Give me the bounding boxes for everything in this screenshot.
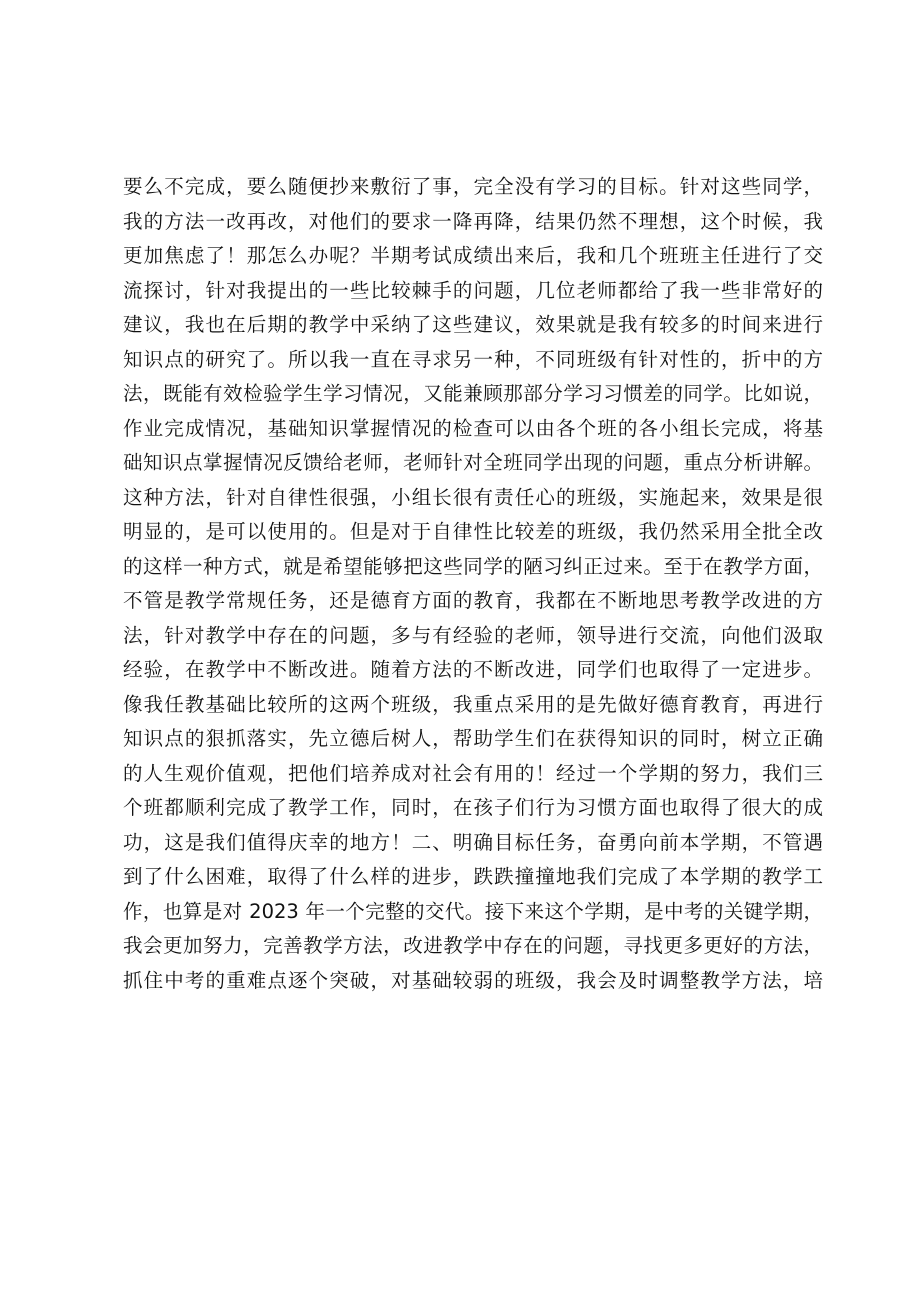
text-line: 经验，在教学中不断改进。随着方法的不断改进，同学们也取得了一定进步。 — [123, 658, 823, 681]
text-line: 建议，我也在后期的教学中采纳了这些建议，效果就是我有较多的时间来进行 — [123, 313, 823, 336]
text-line: 作业完成情况，基础知识掌握情况的检查可以由各个班的各小组长完成，将基 — [123, 416, 823, 440]
text-line: 到了什么困难，取得了什么样的进步，跌跌撞撞地我们完成了本学期的教学工 — [123, 865, 823, 888]
text-line: 明显的，是可以使用的。但是对于自律性比较差的班级，我仍然采用全批全改 — [123, 520, 823, 543]
text-line: 这种方法，针对自律性很强，小组长很有责任心的班级，实施起来，效果是很 — [123, 485, 823, 509]
text-line: 知识点的研究了。所以我一直在寻求另一种，不同班级有针对性的，折中的方 — [123, 347, 823, 371]
text-line: 法，既能有效检验学生学习情况，又能兼顾那部分学习习惯差的同学。比如说， — [123, 382, 823, 405]
text-line: 的这样一种方式，就是希望能够把这些同学的陋习纠正过来。至于在教学方面， — [123, 554, 823, 578]
text-line: 作，也算是对 2023 年一个完整的交代。接下来这个学期，是中考的关键学期， — [123, 899, 823, 923]
text-line: 个班都顺利完成了教学工作，同时，在孩子们行为习惯方面也取得了很大的成 — [123, 796, 823, 819]
text-line: 法，针对教学中存在的问题，多与有经验的老师，领导进行交流，向他们汲取 — [123, 623, 823, 647]
text-line: 不管是教学常规任务，还是德育方面的教育，我都在不断地思考教学改进的方 — [123, 589, 823, 612]
text-line: 流探讨，针对我提出的一些比较棘手的问题，几位老师都给了我一些非常好的 — [123, 278, 823, 302]
text-line: 抓住中考的重难点逐个突破，对基础较弱的班级，我会及时调整教学方法，培 — [123, 968, 823, 992]
text-line: 功，这是我们值得庆幸的地方！二、明确目标任务，奋勇向前本学期，不管遇 — [123, 830, 823, 854]
text-line: 我会更加努力，完善教学方法，改进教学中存在的问题，寻找更多更好的方法， — [123, 934, 823, 957]
body-text — [123, 170, 823, 998]
text-line: 的人生观价值观，把他们培养成对社会有用的！经过一个学期的努力，我们三 — [123, 761, 823, 785]
text-line: 要么不完成，要么随便抄来敷衍了事，完全没有学习的目标。针对这些同学， — [123, 175, 823, 198]
text-line: 我的方法一改再改，对他们的要求一降再降，结果仍然不理想，这个时候，我 — [123, 209, 823, 233]
text-line: 础知识点掌握情况反馈给老师，老师针对全班同学出现的问题，重点分析讲解。 — [123, 451, 823, 474]
text-line: 更加焦虑了！那怎么办呢？半期考试成绩出来后，我和几个班班主任进行了交 — [123, 244, 823, 267]
text-line: 知识点的狠抓落实，先立德后树人，帮助学生们在获得知识的同时，树立正确 — [123, 727, 823, 750]
text-line: 像我任教基础比较所的这两个班级，我重点采用的是先做好德育教育，再进行 — [123, 692, 823, 716]
